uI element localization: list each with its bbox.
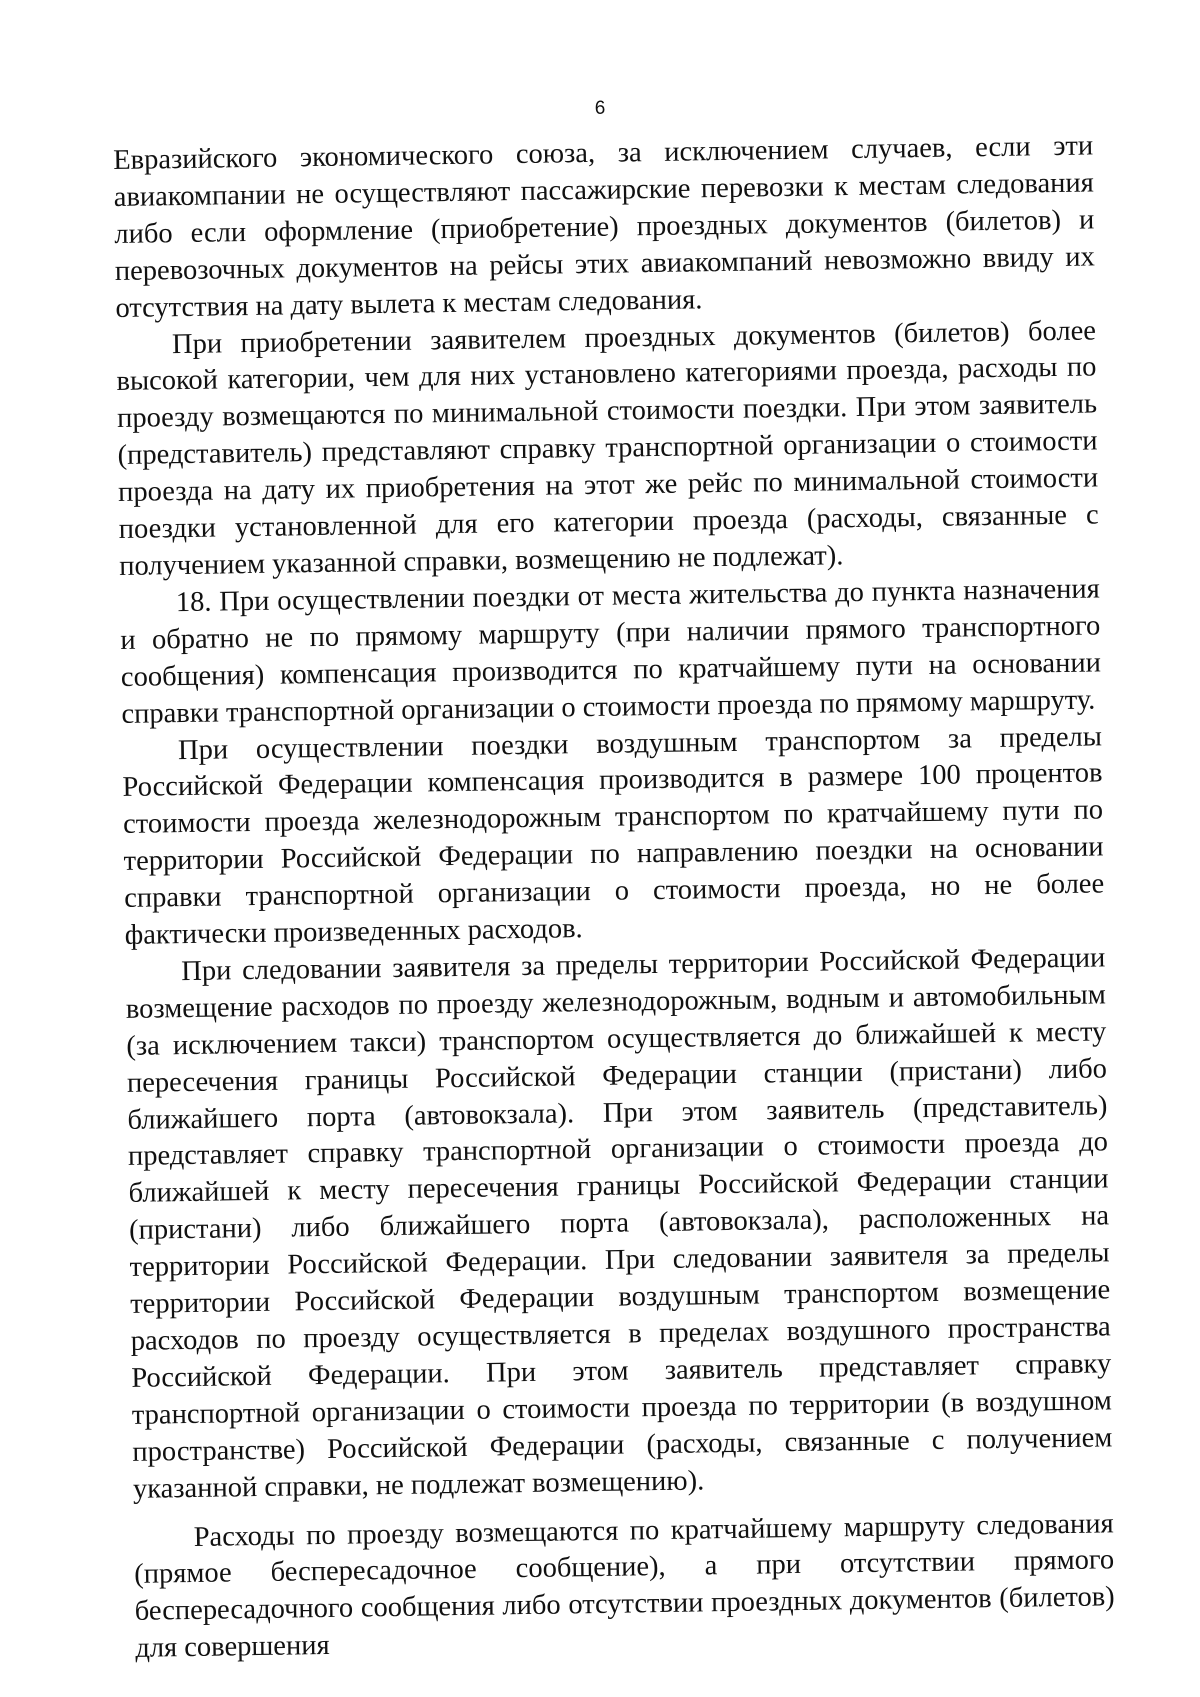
- paragraph-item-18: 18. При осуществлении поездки от места жительства до пункта назначения и обратно не по прямому маршруту (при наличии прямого транспортного сообщения) компенсация производится по кратчайшему пути на основании справки транспортной организации о стоимости проезда по прямому маршруту.: [120, 573, 1102, 730]
- paragraph-air-travel-abroad: При осуществлении поездки воздушным транспортом за пределы Российской Федерации компенсация производится в размере 100 процентов стоимости проезда железнодорожным транспортом по кратчайшему пути по территории Российской Федерации по направлению поездки на основании справки транспортной организации о стоимости проезда, но не более фактически произведенных расходов.: [122, 720, 1105, 951]
- paragraph-continuation: Евразийского экономического союза, за исключением случаев, если эти авиакомпании не осуществляют пассажирские перевозки к местам следования либо если оформление (приобретение) проездных документов (билетов) и перевозочных документов на рейсы этих авиакомпаний невозможно ввиду их отсутствия на дату вылета к местам следования.: [113, 130, 1096, 324]
- page-number: 6: [594, 98, 606, 119]
- paragraph-higher-category: При приобретении заявителем проездных документов (билетов) более высокой категории, чем для них установлено категориями проезда, расходы по проезду возмещаются по минимальной стоимости поездки. При этом заявитель (представитель) представляют справку транспортной организации о стоимости проезда на дату их приобретения на этот же рейс по минимальной стоимости поездки установленной для его категории проезда (расходы, связанные с получением указанной справки, возмещению не подлежат).: [116, 314, 1099, 582]
- paragraph-shortest-route: Расходы по проезду возмещаются по кратчайшему маршруту следования (прямое беспересадочное сообщение), а при отсутствии прямого беспересадочного сообщения либо отсутствии проездных документов (билетов) для совершения: [134, 1507, 1115, 1665]
- document-body: [113, 128, 1116, 1668]
- paragraph-border-crossing: При следовании заявителя за пределы территории Российской Федерации возмещение расходов по проезду железнодорожным, водным и автомобильным (за исключением такси) транспортом осуществляется до ближайшей к месту пересечения границы Российской Федерации станции (пристани) либо ближайшего порта (автовокзала). При этом заявитель (представитель) представляет справку транспортной организации о стоимости проезда до ближайшей к месту пересечения границы Российской Федерации станции (пристани) либо ближайшего порта (автовокзала), расположенных на территории Российской Федерации. При следовании заявителя за пределы территории Российской Федерации воздушным транспортом возмещение расходов по проезду осуществляется в пределах воздушного пространства Российской Федерации. При этом заявитель представляет справку транспортной организации о стоимости проезда по территории (в воздушном пространстве) Российской Федерации (расходы, связанные с получением указанной справки, не подлежат возмещению).: [125, 942, 1113, 1505]
